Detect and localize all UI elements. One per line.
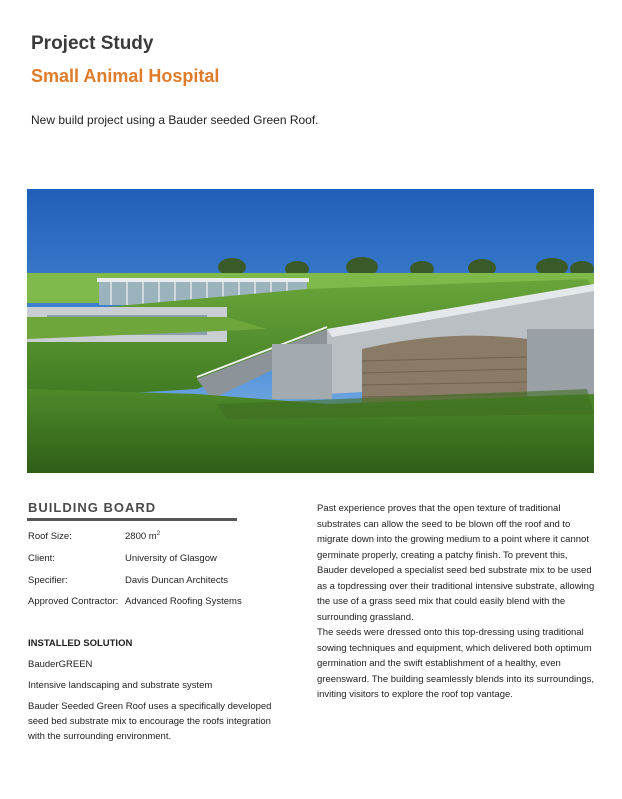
unit-superscript: 2 — [156, 531, 161, 537]
product-name: BauderGREEN — [28, 659, 93, 670]
building-photo — [27, 189, 594, 473]
system-name: Intensive landscaping and substrate system — [28, 680, 213, 691]
solution-description: Bauder Seeded Green Roof uses a specifically developed seed bed substrate mix to encourage the roofs integration with the surrounding environment. — [28, 701, 272, 742]
spec-key: Client: — [28, 553, 55, 564]
page-title: Project Study — [31, 33, 154, 54]
body-paragraph-1: Past experience proves that the open texture of traditional substrates can allow the seed to be blown off the roof and to migrate down into the growing medium to a point where it cannot germinate properly, creating a patchy finish. To prevent this, Bauder developed a specialist seed bed substrate mix to be used as a topdressing over their traditional intensive substrate, allowing the use of a grass seed mix that could easily blend with the surrounding grassland. — [317, 503, 595, 623]
installed-solution-heading: INSTALLED SOLUTION — [28, 638, 133, 649]
spec-value: 2800 $m^2$ — [125, 531, 161, 543]
heading-rule — [27, 518, 237, 521]
intro-text: New build project using a Bauder seeded Green Roof. — [31, 113, 319, 127]
project-subtitle: Small Animal Hospital — [31, 66, 220, 86]
spec-key: Specifier: — [28, 575, 68, 586]
building-board-heading: BUILDING BOARD — [28, 500, 157, 515]
spec-value: University of Glasgow — [125, 553, 217, 564]
spec-value: Advanced Roofing Systems — [125, 596, 242, 607]
spec-key: Roof Size: — [28, 531, 72, 542]
spec-value: Davis Duncan Architects — [125, 575, 228, 586]
spec-key: Approved Contractor: — [28, 596, 119, 607]
body-paragraph-2: The seeds were dressed onto this top-dressing using traditional sowing techniques and equipment, which delivered both optimum germination and the swift establishment of a healthy, even greensward. The building seamlessly blends into its surroundings, inviting visitors to explore the roof top vantage. — [317, 627, 595, 700]
